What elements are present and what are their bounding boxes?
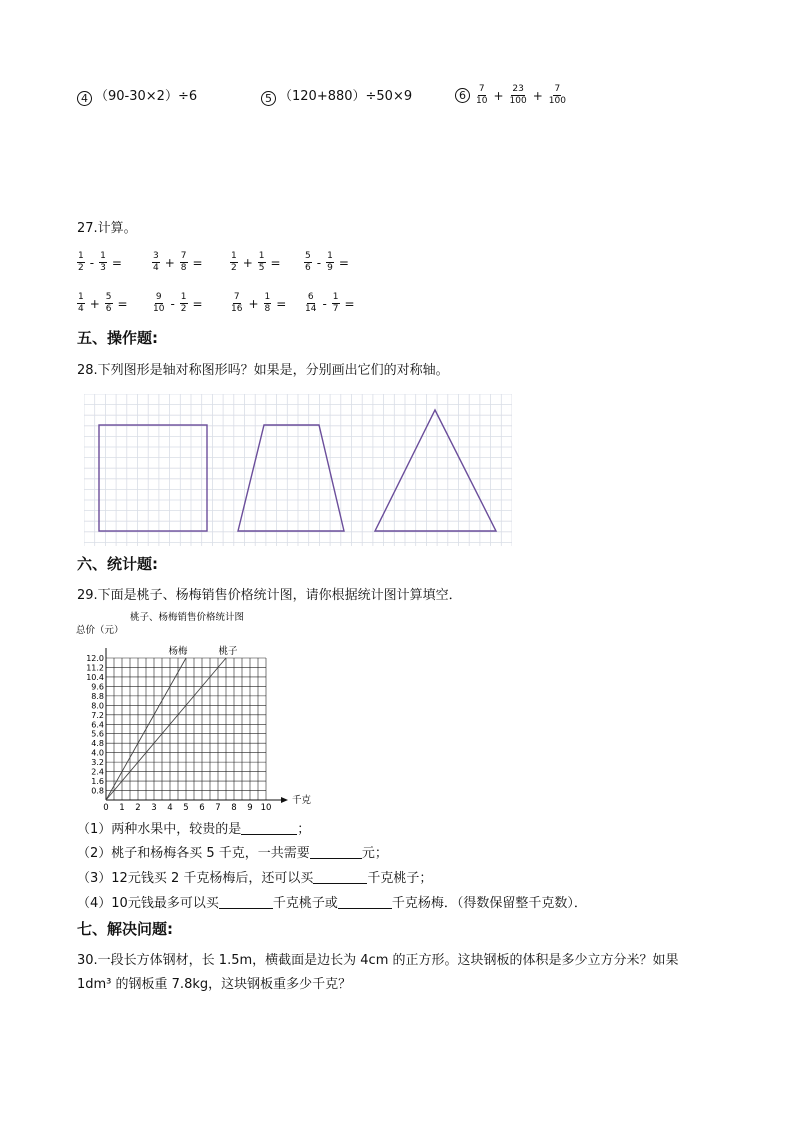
- fraction: [180, 251, 188, 274]
- numerator: 5: [105, 292, 112, 302]
- fraction: [230, 292, 243, 315]
- series-label: 杨梅: [168, 646, 188, 657]
- circled-number: 4: [77, 91, 92, 106]
- fraction: [258, 251, 266, 274]
- y-tick-label: 10.4: [86, 672, 104, 682]
- numerator: 1: [100, 251, 106, 261]
- section-6-heading: 六、统计题:: [77, 555, 158, 573]
- y-tick-label: 8.0: [91, 701, 104, 711]
- x-axis-arrow: [281, 797, 288, 803]
- q29-sub-1: （1）两种水果中，较贵的是 ；: [77, 822, 311, 837]
- operator: +: [493, 88, 504, 103]
- y-tick-label: 9.6: [91, 682, 104, 692]
- expr-6: [455, 84, 569, 107]
- answer-blank[interactable]: [310, 845, 362, 859]
- x-tick-label: 6: [199, 803, 205, 813]
- equals-sign: =: [192, 255, 203, 270]
- operator: -: [316, 255, 322, 270]
- operator: -: [170, 296, 175, 311]
- q30-line-1: 30.一段长方体钢材，长 1.5m，横截面是边长为 4cm 的正方形。这块钢板的体积是多少立方分米？如果: [77, 953, 679, 968]
- equals-sign: =: [276, 296, 287, 311]
- circled-number: 5: [261, 91, 276, 106]
- denominator: 2: [231, 263, 237, 273]
- series-label: 桃子: [218, 646, 238, 657]
- denominator: 4: [78, 304, 84, 314]
- denominator: 2: [180, 304, 187, 314]
- numerator: 1: [180, 292, 187, 302]
- y-tick-label: 11.2: [86, 663, 104, 673]
- denominator: 14: [305, 304, 317, 314]
- fraction-expression: [302, 292, 358, 315]
- answer-blank[interactable]: [313, 870, 367, 884]
- y-tick-label: 12.0: [86, 654, 104, 663]
- fraction: [264, 292, 272, 315]
- denominator: 2: [78, 263, 84, 273]
- price-line-chart: [70, 608, 330, 818]
- fraction: [304, 292, 317, 315]
- fraction-expression: [228, 292, 289, 315]
- y-tick-label: 1.6: [91, 777, 104, 787]
- operator: -: [89, 255, 95, 270]
- y-tick-label: 0.8: [91, 786, 104, 796]
- expr-4: [77, 88, 197, 106]
- fraction-expression: [302, 251, 352, 274]
- shapes-figure: [84, 394, 512, 546]
- q28-text: 28.下列图形是轴对称图形吗？如果是，分别画出它们的对称轴。: [77, 363, 449, 378]
- numerator: 9: [155, 292, 162, 302]
- expr-5: [261, 88, 412, 106]
- fraction-expression: [75, 292, 131, 315]
- operator: +: [164, 255, 175, 270]
- triangle-shape: [375, 410, 496, 531]
- numerator: 6: [307, 292, 314, 302]
- fraction: [332, 292, 340, 315]
- denominator: 7: [332, 304, 339, 314]
- x-tick-label: 3: [151, 803, 157, 813]
- operator: +: [242, 255, 253, 270]
- section-7-heading: 七、解决问题:: [77, 920, 173, 938]
- y-tick-label: 2.4: [91, 767, 104, 777]
- fraction: [99, 251, 107, 274]
- equals-sign: =: [111, 255, 122, 270]
- denominator: 5: [258, 263, 265, 273]
- q30-line-2: 1dm³ 的钢板重 7.8kg，这块钢板重多少千克？: [77, 977, 352, 992]
- answer-blank[interactable]: [219, 895, 273, 909]
- fraction: [152, 292, 165, 315]
- x-tick-label: 9: [247, 803, 253, 813]
- expr-text: （90-30×2）÷6: [95, 89, 198, 104]
- fraction-expression: [150, 251, 206, 274]
- y-tick-label: 4.0: [91, 748, 104, 758]
- y-tick-label: 4.8: [91, 739, 104, 749]
- x-tick-label: 4: [167, 803, 173, 813]
- answer-blank[interactable]: [241, 821, 297, 835]
- x-tick-label: 10: [260, 803, 272, 813]
- q29-text: 29.下面是桃子、杨梅销售价格统计图，请你根据统计图计算填空．: [77, 588, 462, 603]
- fraction: [105, 292, 113, 315]
- y-tick-label: 5.6: [91, 729, 104, 739]
- y-tick-label: 8.8: [91, 691, 104, 701]
- y-tick-label: 7.2: [91, 710, 104, 720]
- equals-sign: =: [338, 255, 349, 270]
- fraction-expression: [75, 251, 125, 274]
- numerator: 1: [327, 251, 333, 261]
- fraction: [304, 251, 312, 274]
- denominator: 3: [100, 263, 106, 273]
- x-tick-label: 7: [215, 803, 221, 813]
- x-tick-label: 8: [231, 803, 237, 813]
- q29-sub-2: （2）桃子和杨梅各买 5 千克，一共需要 元；: [77, 846, 388, 861]
- numerator: 1: [78, 292, 84, 302]
- denominator: 6: [105, 304, 112, 314]
- circled-number: 6: [455, 88, 470, 103]
- operator: +: [532, 88, 543, 103]
- q29-sub-3: （3）12元钱买 2 千克杨梅后，还可以买 千克桃子；: [77, 871, 433, 886]
- numerator: 7: [233, 292, 240, 302]
- fraction: [77, 251, 85, 274]
- fraction: $\frac{23}{100}$: [509, 84, 527, 106]
- equals-sign: =: [192, 296, 203, 311]
- denominator: 6: [305, 263, 311, 273]
- denominator: 9: [327, 263, 333, 273]
- numerator: 5: [305, 251, 311, 261]
- denominator: 8: [264, 304, 271, 314]
- denominator: 8: [180, 263, 187, 273]
- chart-title: 桃子、杨梅销售价格统计图: [130, 612, 245, 623]
- fraction: $\frac{7}{10}$: [476, 84, 488, 106]
- numerator: 1: [231, 251, 237, 261]
- numerator: 1: [258, 251, 265, 261]
- y-tick-label: 6.4: [91, 720, 104, 730]
- fraction-expression: [228, 251, 284, 274]
- fraction-expression: [150, 292, 206, 315]
- x-axis-label: 千克: [292, 795, 312, 806]
- x-tick-label: 1: [119, 803, 125, 813]
- fraction: [180, 292, 188, 315]
- trapezoid-shape: [238, 425, 344, 531]
- numerator: 1: [332, 292, 339, 302]
- fraction: [230, 251, 238, 274]
- q27-title: 27.计算。: [77, 221, 137, 236]
- denominator: 10: [153, 304, 165, 314]
- equals-sign: =: [117, 296, 128, 311]
- operator: +: [248, 296, 259, 311]
- x-tick-label: 2: [135, 803, 141, 813]
- answer-blank[interactable]: [338, 895, 392, 909]
- x-tick-label: 0: [103, 803, 109, 813]
- q29-sub-4: （4）10元钱最多可以买 千克桃子或 千克杨梅．（得数保留整千克数）．: [77, 896, 587, 911]
- fraction: $\frac{7}{100}$: [548, 84, 566, 106]
- operator: +: [89, 296, 100, 311]
- numerator: 7: [180, 251, 187, 261]
- denominator: 4: [153, 263, 159, 273]
- numerator: 1: [264, 292, 271, 302]
- operator: -: [322, 296, 327, 311]
- x-tick-label: 5: [183, 803, 189, 813]
- fraction: [77, 292, 85, 315]
- numerator: 3: [153, 251, 159, 261]
- numerator: 1: [78, 251, 84, 261]
- y-axis-label: 总价（元）: [76, 625, 124, 636]
- series-line: [106, 658, 226, 800]
- denominator: 16: [231, 304, 243, 314]
- y-tick-label: 3.2: [91, 758, 104, 768]
- fraction: [152, 251, 160, 274]
- section-5-heading: 五、操作题:: [77, 329, 158, 347]
- expr-text: （120+880）÷50×9: [279, 89, 413, 104]
- fraction: [326, 251, 334, 274]
- equals-sign: =: [344, 296, 355, 311]
- equals-sign: =: [270, 255, 281, 270]
